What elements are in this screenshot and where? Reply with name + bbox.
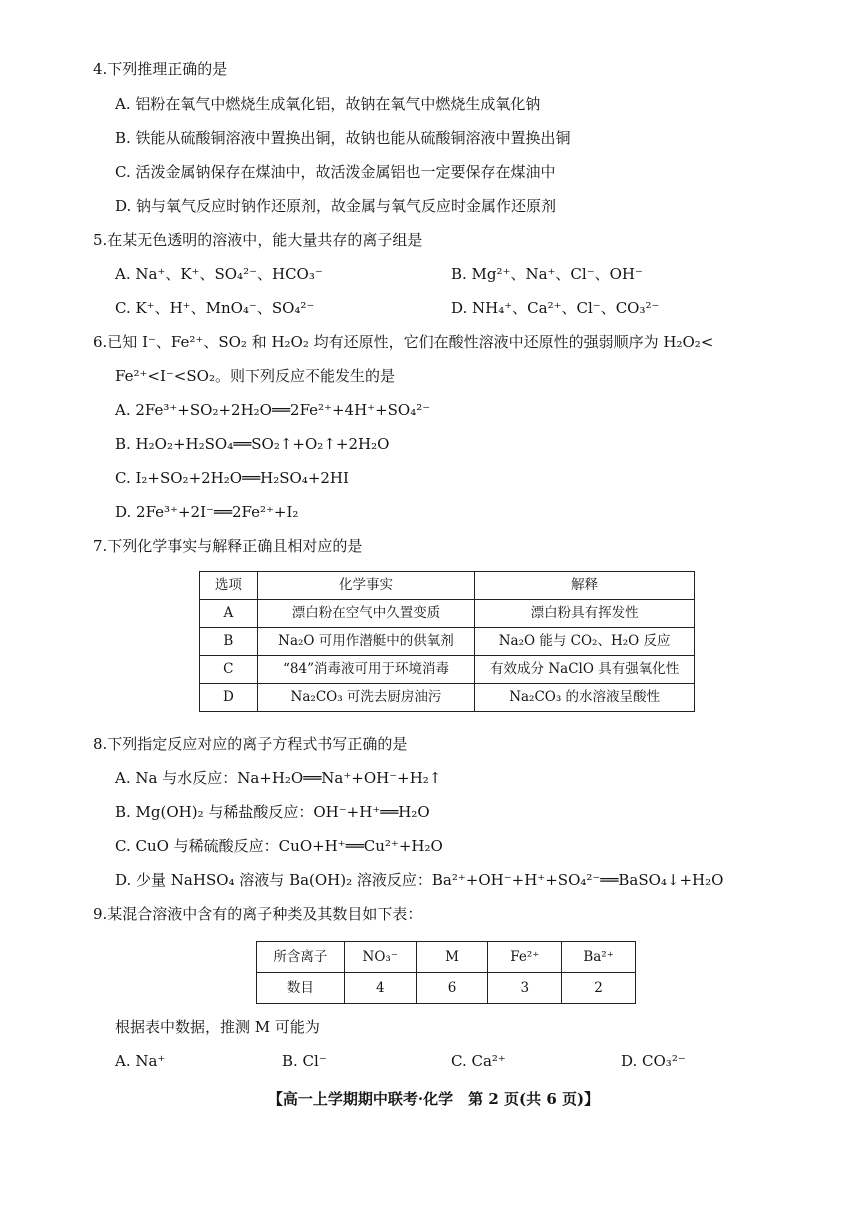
table-cell: NO₃⁻ bbox=[344, 942, 416, 973]
table-cell: 有效成分 NaClO 具有强氧化性 bbox=[475, 656, 695, 684]
table-row bbox=[200, 684, 695, 712]
q8-option-c: C. CuO 与稀硫酸反应：CuO+H⁺══Cu²⁺+H₂O bbox=[115, 837, 443, 855]
table-row bbox=[257, 973, 636, 1004]
q4-option-b: B. 铁能从硫酸铜溶液中置换出铜，故钠也能从硫酸铜溶液中置换出铜 bbox=[115, 129, 571, 147]
table-cell: D bbox=[200, 684, 258, 712]
table-row bbox=[200, 600, 695, 628]
table-cell: 漂白粉在空气中久置变质 bbox=[257, 600, 475, 628]
table-header-row bbox=[200, 572, 695, 600]
table-header-cell: 解释 bbox=[475, 572, 695, 600]
q6-stem-line1: 6.已知 I⁻、Fe²⁺、SO₂ 和 H₂O₂ 均有还原性，它们在酸性溶液中还原性的强弱顺序为 H₂O₂< bbox=[93, 333, 714, 351]
table-cell: 2 bbox=[562, 973, 636, 1004]
q5-option-b: B. Mg²⁺、Na⁺、Cl⁻、OH⁻ bbox=[451, 265, 643, 283]
q9-option-d: D. CO₃²⁻ bbox=[621, 1052, 686, 1070]
table-cell: Na₂CO₃ 可洗去厨房油污 bbox=[257, 684, 475, 712]
table-header-cell: 化学事实 bbox=[257, 572, 475, 600]
q5-stem: 5.在某无色透明的溶液中，能大量共存的离子组是 bbox=[93, 231, 423, 249]
q5-option-c: C. K⁺、H⁺、MnO₄⁻、SO₄²⁻ bbox=[115, 299, 315, 317]
table-cell: 4 bbox=[344, 973, 416, 1004]
table-row bbox=[200, 628, 695, 656]
q6-stem-line2: Fe²⁺<I⁻<SO₂。则下列反应不能发生的是 bbox=[115, 367, 395, 385]
table-cell: B bbox=[200, 628, 258, 656]
q6-option-d: D. 2Fe³⁺+2I⁻══2Fe²⁺+I₂ bbox=[115, 503, 299, 521]
q5-option-a: A. Na⁺、K⁺、SO₄²⁻、HCO₃⁻ bbox=[115, 265, 323, 283]
table-cell: “84”消毒液可用于环境消毒 bbox=[257, 656, 475, 684]
table-cell: Na₂CO₃ 的水溶液呈酸性 bbox=[475, 684, 695, 712]
table-cell: 数目 bbox=[257, 973, 345, 1004]
q7-table bbox=[199, 571, 695, 712]
table-cell: Na₂O 能与 CO₂、H₂O 反应 bbox=[475, 628, 695, 656]
q9-table bbox=[256, 941, 636, 1004]
table-cell: Ba²⁺ bbox=[562, 942, 636, 973]
table-cell: C bbox=[200, 656, 258, 684]
q8-stem: 8.下列指定反应对应的离子方程式书写正确的是 bbox=[93, 735, 408, 753]
q8-option-d: D. 少量 NaHSO₄ 溶液与 Ba(OH)₂ 溶液反应：Ba²⁺+OH⁻+H⁺+SO₄²⁻══BaSO₄↓+H₂O bbox=[115, 871, 724, 889]
q6-option-b: B. H₂O₂+H₂SO₄══SO₂↑+O₂↑+2H₂O bbox=[115, 435, 390, 453]
q4-option-c: C. 活泼金属钠保存在煤油中，故活泼金属铝也一定要保存在煤油中 bbox=[115, 163, 556, 181]
q9-stem: 9.某混合溶液中含有的离子种类及其数目如下表： bbox=[93, 905, 423, 923]
q9-option-a: A. Na⁺ bbox=[115, 1052, 166, 1070]
q9-option-c: C. Ca²⁺ bbox=[451, 1052, 506, 1070]
table-row bbox=[200, 656, 695, 684]
q9-ask: 根据表中数据，推测 M 可能为 bbox=[115, 1018, 320, 1036]
table-cell: A bbox=[200, 600, 258, 628]
table-row bbox=[257, 942, 636, 973]
table-cell: Na₂O 可用作潜艇中的供氧剂 bbox=[257, 628, 475, 656]
table-cell: Fe²⁺ bbox=[488, 942, 562, 973]
page-footer: 【高一上学期期中联考·化学 第 2 页(共 6 页)】 bbox=[267, 1090, 600, 1108]
q8-option-b: B. Mg(OH)₂ 与稀盐酸反应：OH⁻+H⁺══H₂O bbox=[115, 803, 430, 821]
q7-stem: 7.下列化学事实与解释正确且相对应的是 bbox=[93, 537, 363, 555]
q6-option-c: C. I₂+SO₂+2H₂O══H₂SO₄+2HI bbox=[115, 469, 349, 487]
table-cell: 漂白粉具有挥发性 bbox=[475, 600, 695, 628]
table-cell: 所含离子 bbox=[257, 942, 345, 973]
table-cell: 3 bbox=[488, 973, 562, 1004]
table-header-cell: 选项 bbox=[200, 572, 258, 600]
q4-option-d: D. 钠与氧气反应时钠作还原剂，故金属与氧气反应时金属作还原剂 bbox=[115, 197, 557, 215]
q5-option-d: D. NH₄⁺、Ca²⁺、Cl⁻、CO₃²⁻ bbox=[451, 299, 660, 317]
q6-option-a: A. 2Fe³⁺+SO₂+2H₂O══2Fe²⁺+4H⁺+SO₄²⁻ bbox=[115, 401, 431, 419]
table-cell: M bbox=[416, 942, 488, 973]
q4-stem: 4.下列推理正确的是 bbox=[93, 60, 228, 78]
q4-option-a: A. 铝粉在氧气中燃烧生成氧化铝，故钠在氧气中燃烧生成氧化钠 bbox=[115, 95, 541, 113]
table-cell: 6 bbox=[416, 973, 488, 1004]
q8-option-a: A. Na 与水反应：Na+H₂O══Na⁺+OH⁻+H₂↑ bbox=[115, 769, 442, 787]
q9-option-b: B. Cl⁻ bbox=[282, 1052, 327, 1070]
